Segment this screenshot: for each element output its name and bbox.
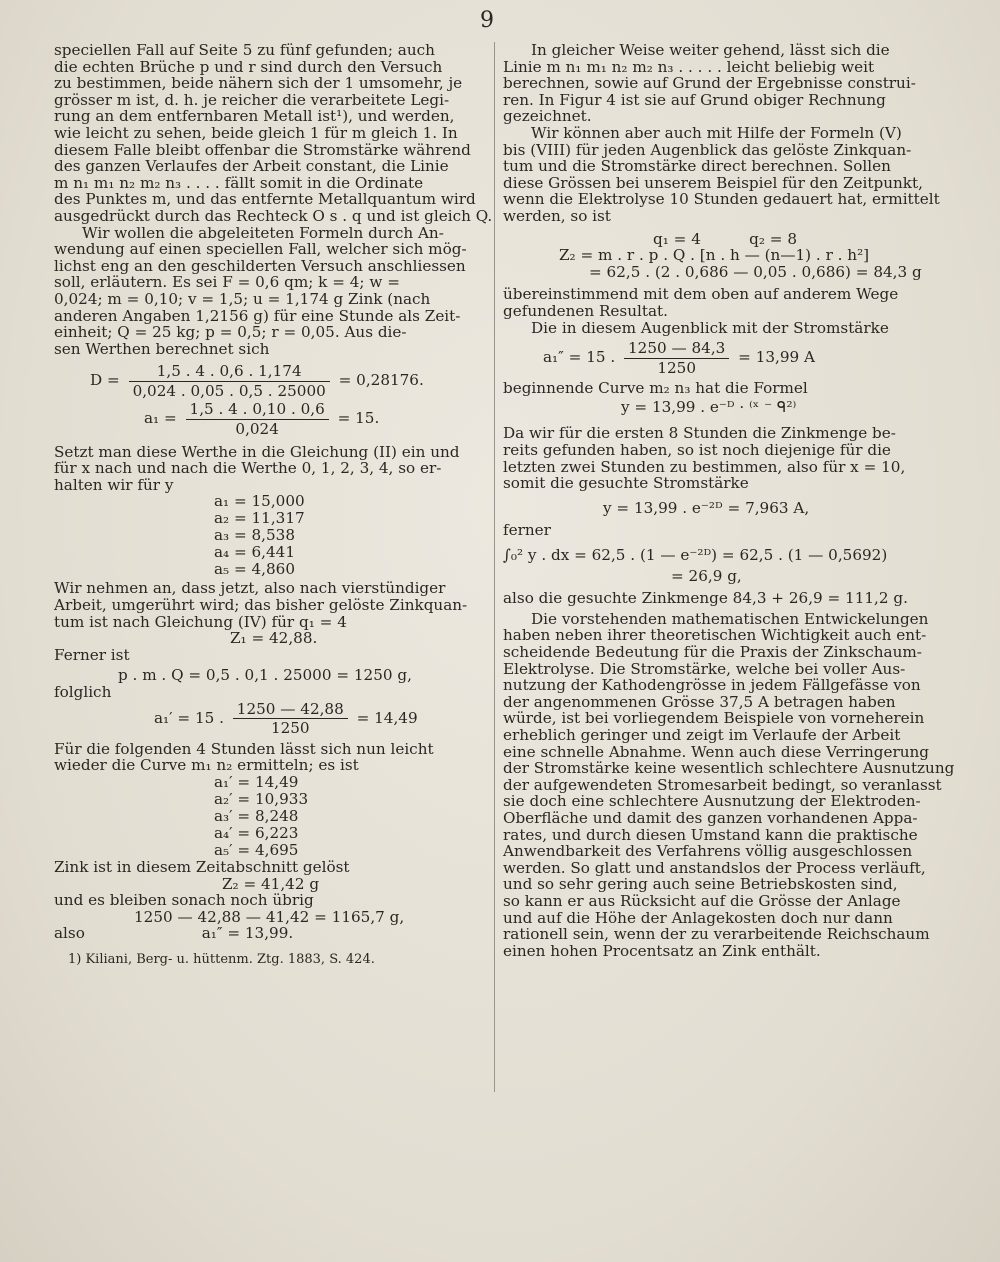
denominator: 0,024 . 0,05 . 0,5 . 25000 (132, 381, 326, 400)
text-line: nutzung der Kathodengrösse in jedem Fällgefässe von (503, 676, 921, 695)
text-line: speciellen Fall auf Seite 5 zu fünf gefunden; auch (54, 41, 435, 59)
text-line: Elektrolyse. Die Stromstärke, welche bei voller Aus- (503, 659, 906, 678)
text-line: In gleicher Weise weiter gehend, lässt sich die (531, 41, 890, 59)
text-line: Setzt man diese Werthe in die Gleichung (II) ein und (54, 442, 460, 461)
denominator: 0,024 (235, 420, 279, 439)
table-row: a₂′ = 10,933 (214, 789, 309, 808)
value-table-prime (214, 774, 486, 859)
text-line: Für die folgenden 4 Stunden lässt sich nun leicht (54, 739, 434, 758)
equation-a1-double-prime (543, 340, 921, 376)
text-line: diesem Falle bleibt offenbar die Stromstärke während (54, 140, 471, 159)
paragraph (503, 123, 940, 225)
text-line: so kann er aus Rücksicht auf die Grösse der Anlage (503, 891, 901, 910)
text-line: Wir nehmen an, dass jetzt, also nach vierstündiger (54, 579, 446, 598)
text-line: also die gesuchte Zinkmenge 84,3 + 26,9 = 111,2 g. (503, 589, 908, 608)
text-line: Da wir für die ersten 8 Stunden die Zinkmenge be- (503, 424, 896, 443)
denominator: 1250 (270, 719, 310, 738)
text-line: beginnende Curve m₂ n₃ hat die Formel (503, 379, 808, 398)
equation-z2-result: = 62,5 . (2 . 0,686 — 0,05 . 0,686) = 84,3 g (589, 262, 922, 281)
text-line: des Punktes m, und das entfernte Metallquantum wird (54, 190, 476, 209)
text-line: scheidende Bedeutung für die Praxis der Zinkschaum- (503, 643, 922, 661)
eq-lhs: a₁″ = 15 . (543, 348, 616, 367)
text-line: gefundenen Resultat. (503, 301, 668, 320)
equation-integral-result: = 26,9 g, (671, 566, 742, 585)
equation-a1-double-prime (54, 925, 486, 942)
text-line: Oberfläche und damit des ganzen vorhandenen Appa- (503, 808, 918, 827)
text-line: der Stromstärke keine wesentlich schlechtere Ausnutzung (503, 759, 955, 778)
numerator: 1,5 . 4 . 0,10 . 0,6 (186, 401, 329, 420)
value-table (214, 493, 486, 578)
table-row: a₅′ = 4,695 (214, 840, 299, 859)
text-line: somit die gesuchte Stromstärke (503, 474, 749, 493)
text-line: berechnen, sowie auf Grund der Ergebnisse construi- (503, 74, 916, 93)
text-line: soll, erläutern. Es sei F = 0,6 qm; k = 4; w = (54, 273, 400, 292)
paragraph (54, 741, 486, 774)
text-line: des ganzen Verlaufes der Arbeit constant, die Linie (54, 157, 449, 176)
text-line: ausgedrückt durch das Rechteck O s . q und ist gleich Q. (54, 206, 493, 225)
page-number: 9 (480, 8, 494, 33)
text-line: einheit; Q = 25 kg; p = 0,5; r = 0,05. Aus die- (54, 323, 407, 342)
text-line: anderen Angaben 1,2156 g) für eine Stunde als Zeit- (54, 306, 461, 325)
text-line: folglich (54, 683, 112, 701)
text-line: werden, so ist (503, 206, 611, 225)
table-row: a₁′ = 14,49 (214, 772, 299, 791)
text-line: eine schnelle Abnahme. Wenn auch diese Verringerung (503, 742, 930, 761)
text-line: wendung auf einen speciellen Fall, welcher sich mög- (54, 240, 467, 259)
paragraph (503, 286, 921, 319)
equation-z2-formula: Z₂ = m . r . p . Q . [n . h — (n—1) . r . h²] (559, 246, 870, 265)
equation-a1-prime (154, 701, 486, 737)
text-line: sen Werthen berechnet sich (54, 339, 270, 358)
text-line: bis (VIII) für jeden Augenblick das gelöste Zinkquan- (503, 140, 912, 159)
eq-rhs: = 13,99 A (738, 348, 815, 367)
text-line: übereinstimmend mit dem oben auf anderem Wege (503, 285, 899, 304)
text-line: ferner (503, 521, 551, 540)
equation-d (90, 363, 486, 399)
paragraph (54, 580, 486, 630)
table-row: a₄ = 6,441 (214, 543, 296, 562)
text-line: Die in diesem Augenblick mit der Stromstärke (531, 318, 889, 337)
text-line: wieder die Curve m₁ n₂ ermitteln; es ist (54, 756, 359, 775)
text-line: Ferner ist (54, 645, 130, 664)
equation-a1 (144, 401, 486, 437)
text-line: die echten Brüche p und r sind durch den Versuch (54, 57, 443, 76)
text-line: Arbeit, umgerührt wird; das bisher gelöste Zinkquan- (54, 596, 468, 615)
text-line: und so sehr gering auch seine Betriebskosten sind, (503, 875, 898, 894)
fraction (186, 401, 329, 437)
text-line: würde, ist bei vorliegendem Beispiele von vorneherein (503, 709, 925, 728)
text-line: ren. In Figur 4 ist sie auf Grund obiger Rechnung (503, 90, 886, 109)
text-line: wenn die Elektrolyse 10 Stunden gedauert hat, ermittelt (503, 190, 940, 209)
equation-y1: y = 13,99 . e⁻ᴰ · ⁽ˣ ⁻ ᑫ²⁾ (621, 397, 797, 416)
text-line: und auf die Höhe der Anlagekosten doch nur dann (503, 908, 893, 927)
paragraph (503, 425, 921, 491)
text-line: rung an dem entfernbaren Metall ist¹), und werden, (54, 107, 455, 126)
text-line: und es bleiben sonach noch übrig (54, 891, 314, 910)
text-line: letzten zwei Stunden zu bestimmen, also für x = 10, (503, 457, 906, 476)
text-line: Wir können aber auch mit Hilfe der Formeln (V) (531, 123, 902, 142)
text-line: rationell sein, wenn der zu verarbeitende Reichschaum (503, 925, 930, 944)
fraction (233, 701, 348, 737)
text-line: haben neben ihrer theoretischen Wichtigkeit auch ent- (503, 626, 927, 645)
text-line: diese Grössen bei unserem Beispiel für den Zeitpunkt, (503, 173, 923, 192)
text-line: lichst eng an den geschilderten Versuch anschliessen (54, 256, 466, 275)
equation-q: q₁ = 4 q₂ = 8 (653, 229, 797, 248)
text-line: 0,024; m = 0,10; v = 1,5; u = 1,174 g Zink (nach (54, 289, 431, 308)
text-line: reits gefunden haben, so ist noch diejenige für die (503, 441, 891, 460)
text-line: Linie m n₁ m₁ n₂ m₂ n₃ . . . . . leicht beliebig weit (503, 57, 875, 76)
text-line: Die vorstehenden mathematischen Entwickelungen (531, 609, 929, 628)
paragraph (54, 225, 486, 358)
right-column (503, 41, 955, 960)
eq-lhs: D = (90, 371, 120, 390)
text-line: grösser m ist, d. h. je reicher die verarbeitete Legi- (54, 90, 450, 109)
column-divider (494, 42, 495, 1092)
text-line: gezeichnet. (503, 107, 592, 126)
text-line: wie leicht zu sehen, beide gleich 1 für m gleich 1. In (54, 123, 458, 142)
text-line: rates, und durch diesen Umstand kann die praktische (503, 825, 918, 844)
text-line: Zink ist in diesem Zeitabschnitt gelöst (54, 857, 350, 876)
text-line: der angenommenen Grösse 37,5 A betragen haben (503, 692, 896, 711)
eq-lhs: a₁′ = 15 . (154, 708, 224, 727)
text-line: tum und die Stromstärke direct berechnen. Sollen (503, 157, 891, 176)
eq-rhs: = 15. (337, 409, 380, 428)
text-also: also (54, 924, 85, 943)
equation-a1pp: a₁″ = 13,99. (201, 924, 294, 943)
paragraph (54, 444, 486, 494)
equation-remainder: 1250 — 42,88 — 41,42 = 1165,7 g, (134, 907, 405, 926)
table-row: a₄′ = 6,223 (214, 823, 299, 842)
numerator: 1250 — 84,3 (624, 340, 729, 359)
text-line: einen hohen Procentsatz an Zink enthält. (503, 941, 821, 960)
denominator: 1250 (657, 358, 696, 377)
fraction (129, 363, 330, 399)
text-line: sie doch eine schlechtere Ausnutzung der Elektroden- (503, 792, 921, 811)
paragraph (503, 42, 921, 125)
equation-y2: y = 13,99 . e⁻²ᴰ = 7,963 A, (603, 498, 810, 517)
text-line: m n₁ m₁ n₂ m₂ n₃ . . . . fällt somit in die Ordinate (54, 173, 424, 192)
paragraph (54, 41, 493, 225)
text-line: der aufgewendeten Stromesarbeit bedingt, so veranlasst (503, 775, 942, 794)
eq-rhs: = 14,49 (356, 708, 418, 727)
equation-pmq: p . m . Q = 0,5 . 0,1 . 25000 = 1250 g, (118, 666, 412, 685)
text-line: Wir wollen die abgeleiteten Formeln durch An- (82, 223, 444, 242)
left-column (54, 41, 493, 969)
text-line: für x nach und nach die Werthe 0, 1, 2, 3, 4, so er- (54, 459, 442, 478)
eq-lhs: a₁ = (144, 409, 177, 428)
equation-z2: Z₂ = 41,42 g (222, 874, 320, 893)
table-row: a₂ = 11,317 (214, 509, 305, 528)
footnote: 1) Kiliani, Berg- u. hüttenm. Ztg. 1883, S. 424. (68, 951, 375, 967)
text-line: tum ist nach Gleichung (IV) für q₁ = 4 (54, 612, 347, 631)
paragraph (503, 609, 955, 960)
text-line: werden. So glatt und anstandslos der Process verläuft, (503, 858, 926, 877)
text-line: erheblich geringer und zeigt im Verlaufe der Arbeit (503, 725, 901, 744)
table-row: a₁ = 15,000 (214, 492, 305, 511)
numerator: 1,5 . 4 . 0,6 . 1,174 (129, 363, 330, 382)
table-row: a₅ = 4,860 (214, 560, 296, 579)
text-line: zu bestimmen, beide nähern sich der 1 umsomehr, je (54, 74, 463, 93)
fraction (624, 340, 729, 376)
eq-rhs: = 0,28176. (338, 371, 424, 390)
table-row: a₃′ = 8,248 (214, 806, 299, 825)
text-line: Anwendbarkeit des Verfahrens völlig ausgeschlossen (503, 842, 913, 861)
equation-z1: Z₁ = 42,88. (230, 629, 318, 648)
table-row: a₃ = 8,538 (214, 526, 296, 545)
text-line: halten wir für y (54, 475, 174, 494)
numerator: 1250 — 42,88 (233, 701, 348, 720)
equation-integral: ∫₀² y . dx = 62,5 . (1 — e⁻²ᴰ) = 62,5 . (1 — 0,5692) (503, 546, 888, 565)
